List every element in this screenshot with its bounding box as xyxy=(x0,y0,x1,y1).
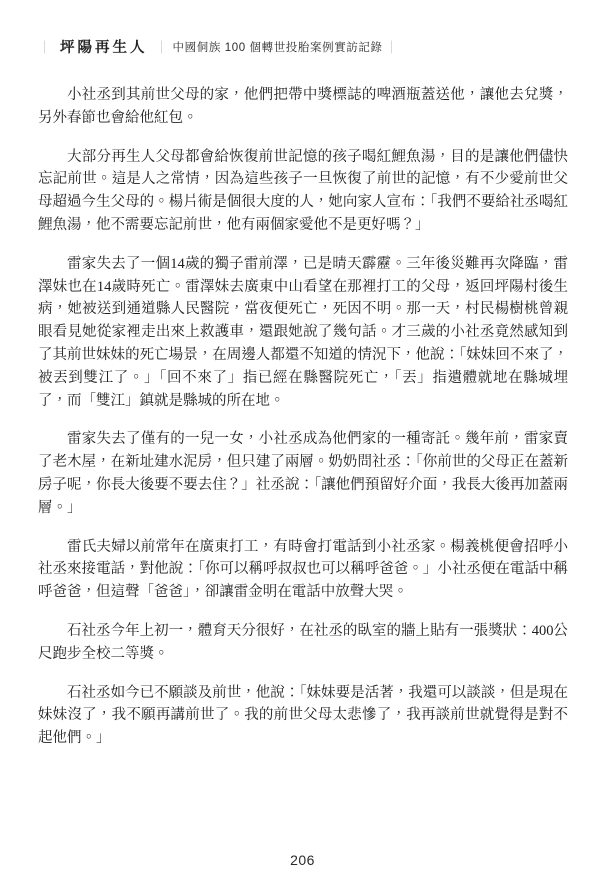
paragraph-6: 石社丞今年上初一，體育天分很好，在社丞的臥室的牆上貼有一張獎狀：400公尺跑步全校二等獎。 xyxy=(38,622,568,662)
book-subtitle: 中國侗族 100 個轉世投胎案例實訪記錄 xyxy=(172,41,383,54)
book-title: 坪陽再生人 xyxy=(60,40,148,56)
paragraph-5: 雷氏夫婦以前常年在廣東打工，有時會打電話到小社丞家。楊義桃便會招呼小社丞來接電話，對他說：「你可以稱呼叔叔也可以稱呼爸爸。」小社丞便在電話中稱呼爸爸，但這聲「爸爸」，卻讓雷金明在電話中放聲大哭。 xyxy=(38,538,568,601)
page-body xyxy=(38,84,568,766)
header-separator-bar: ｜ xyxy=(40,40,49,55)
header-separator-bar: ｜ xyxy=(387,40,396,55)
paragraph-1: 小社丞到其前世父母的家，他們把帶中獎標誌的啤酒瓶蓋送他，讓他去兌獎，另外春節也會給他紅包。 xyxy=(38,87,568,126)
paragraph-2: 大部分再生人父母都會給恢復前世記憶的孩子喝紅鯉魚湯，目的是讓他們儘快忘記前世。這是人之常情，因為這些孩子一旦恢復了前世的記憶，有不少愛前世父母超過今生父母的。楊片術是個很大度的人，她向家人宣布：「我們不要給社丞喝紅鯉魚湯，他不需要忘記前世，他有兩個家愛他不是更好嗎？」 xyxy=(38,148,568,233)
page-footer xyxy=(0,852,605,870)
header-separator-bar: ｜ xyxy=(157,40,165,55)
paragraph-7: 石社丞如今已不願談及前世，他說：「妹妹要是活著，我還可以談談，但是現在妹妹沒了，我不願再講前世了。我的前世父母太悲慘了，我再談前世就覺得是對不起他們。」 xyxy=(38,684,568,747)
paragraph-4: 雷家失去了僅有的一兒一女，小社丞成為他們家的一種寄託。幾年前，雷家賣了老木屋，在新址建水泥房，但只建了兩層。奶奶問社丞：「你前世的父母正在蓋新房子呢，你長大後要不要去住？」社丞說：「讓他們預留好介面，我長大後再加蓋兩層。」 xyxy=(38,431,568,516)
paragraph-3: 雷家失去了一個14歲的獨子雷前澤，已是晴天霹靂。三年後災難再次降臨，雷澤妹也在14歲時死亡。雷澤妹去廣東中山看望在那裡打工的父母，返回坪陽村後生病，她被送到通道縣人民醫院，當夜便死亡，死因不明。那一天，村民楊樹桃曾親眼看見她從家裡走出來上救護車，還跟她說了幾句話。才三歲的小社丞竟然感知到了其前世妹妹的死亡場景，在周邊人都還不知道的情況下，他說：「妹妹回不來了，被丟到雙江了。」「回不來了」指已經在縣醫院死亡，「丟」指遺體就地在縣城埋了，而「雙江」鎮就是縣城的所在地。 xyxy=(38,255,568,409)
running-header xyxy=(38,36,398,57)
page-number: 206 xyxy=(290,852,315,868)
